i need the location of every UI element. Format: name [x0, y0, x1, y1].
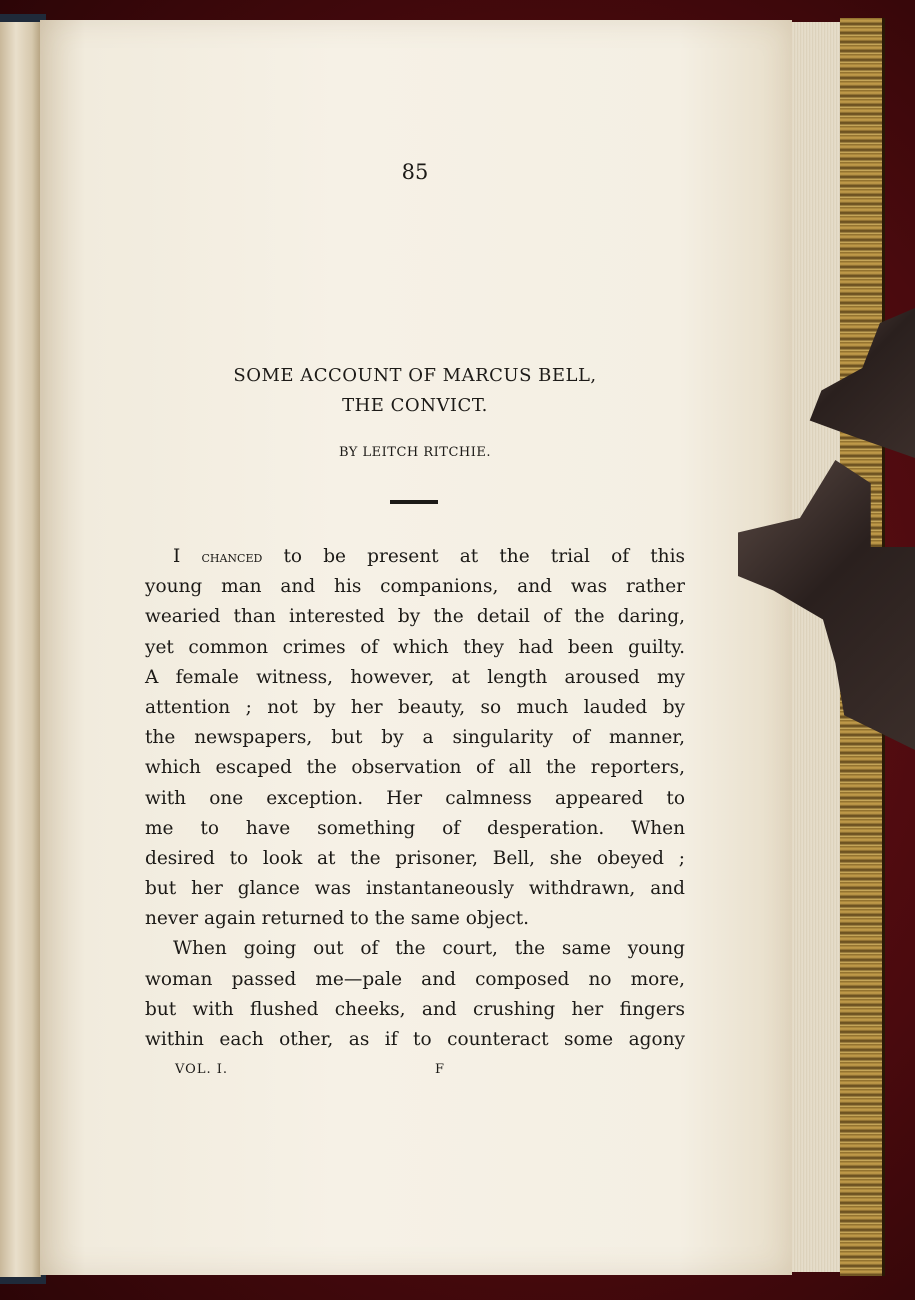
text-line: desired to look at the prisoner, Bell, she obeyed ; — [145, 847, 685, 869]
title-rule — [390, 500, 438, 504]
text-line: within each other, as if to counteract some agony — [145, 1029, 685, 1050]
text-line: A female witness, however, at length aroused my — [145, 666, 685, 688]
text-line: the newspapers, but by a singularity of manner, — [145, 727, 685, 749]
text-line: me to have something of desperation. When — [145, 817, 685, 839]
page-content — [145, 20, 685, 1275]
text-line: yet common crimes of which they had been guilty. — [145, 636, 685, 658]
drop-word: I — [173, 546, 181, 567]
text-line: but her glance was instantaneously withdrawn, and — [145, 878, 685, 900]
text-line — [145, 542, 685, 572]
text-line: which escaped the observation of all the reporters, — [145, 757, 685, 779]
text-line: attention ; not by her beauty, so much lauded by — [145, 696, 685, 718]
smallcaps-word: chanced — [201, 547, 263, 566]
text-line: woman passed me—pale and composed no more, — [145, 968, 685, 990]
author-byline: BY LEITCH RITCHIE. — [338, 445, 492, 460]
book-page — [40, 20, 792, 1275]
text-line: When going out of the court, the same young — [173, 938, 685, 960]
footer-signature-mark: F — [435, 1062, 445, 1077]
first-line-rest: to be present at the trial of this — [262, 546, 685, 567]
left-page-edge — [0, 22, 41, 1277]
text-line: but with flushed cheeks, and crushing her fingers — [145, 998, 685, 1020]
page-number: 85 — [401, 160, 429, 184]
footer-volume: VOL. I. — [175, 1062, 228, 1077]
text-line: young man and his companions, and was rather — [145, 576, 685, 598]
body-text — [145, 542, 685, 1055]
chapter-title-line-2: THE CONVICT. — [342, 395, 488, 416]
chapter-title-line-1: SOME ACCOUNT OF MARCUS BELL, — [233, 365, 597, 386]
text-line: with one exception. Her calmness appeared to — [145, 787, 685, 809]
text-line: never again returned to the same object. — [145, 908, 530, 930]
text-line: wearied than interested by the detail of the daring, — [145, 606, 685, 628]
